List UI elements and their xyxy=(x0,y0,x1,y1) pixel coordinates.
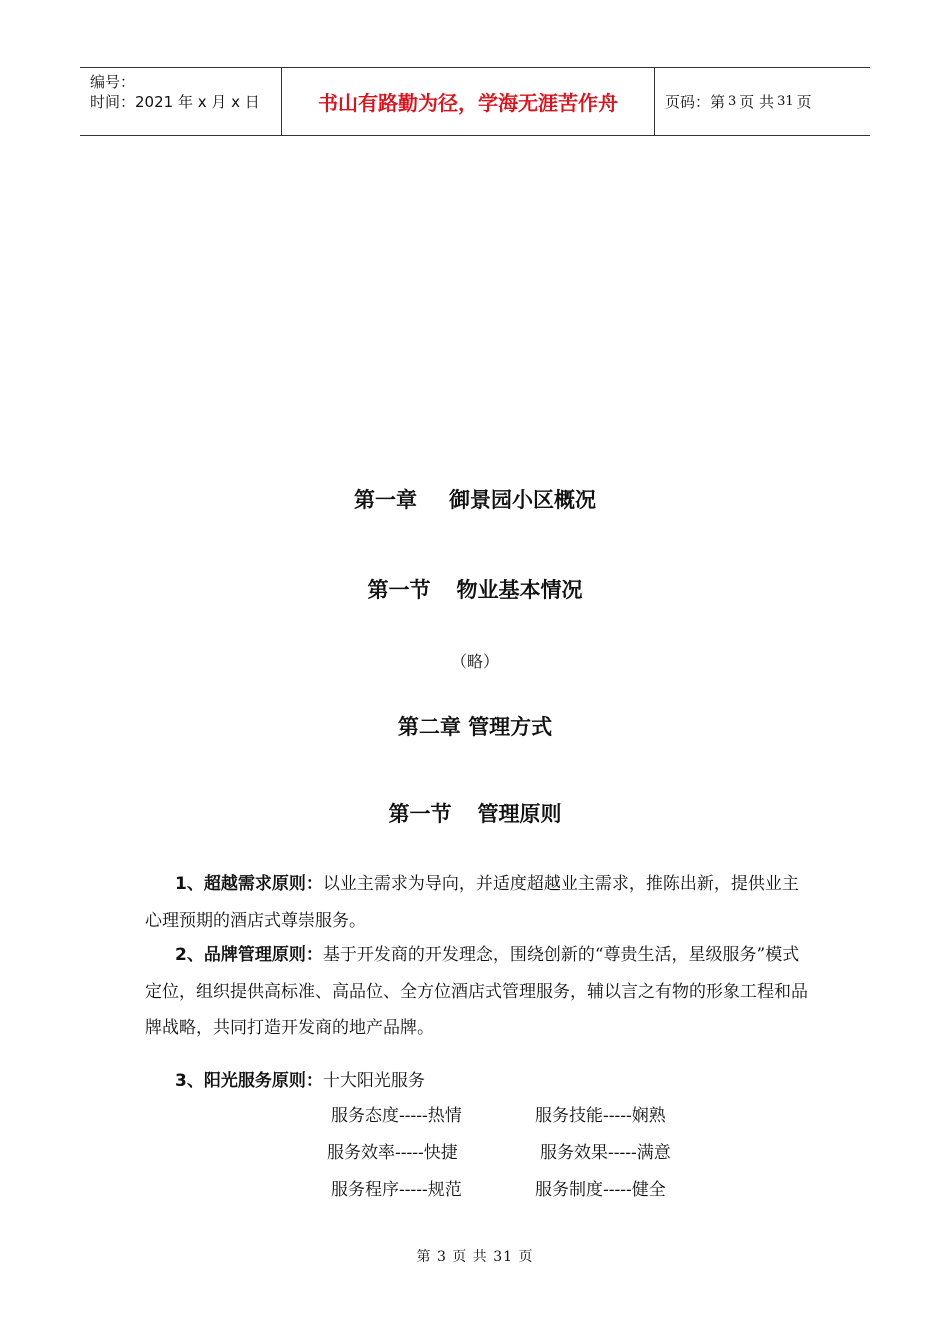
principle-text: 以业主需求为导向，并适度超越业主需求，推陈出新，提供业主心理预期的酒店式尊崇服务。 xyxy=(145,874,799,931)
section-1-title xyxy=(0,574,950,604)
chapter-1-name: 御景园小区概况 xyxy=(449,488,596,512)
principle-lead: 2、品牌管理原则： xyxy=(175,945,323,965)
service-item: 服务技能-----娴熟 xyxy=(535,1106,666,1126)
document-number-label: 编号： xyxy=(90,73,136,91)
section-2-name: 管理原则 xyxy=(477,802,562,826)
service-item: 服务态度-----热情 xyxy=(331,1106,462,1126)
principle-lead: 3、阳光服务原则： xyxy=(175,1071,323,1091)
chapter-2-title: 第二章 管理方式 xyxy=(397,715,553,739)
header-page-counter xyxy=(655,68,870,135)
page-suffix: 页 xyxy=(796,93,812,111)
page-header-table xyxy=(80,67,870,136)
section-2-number: 第一节 xyxy=(388,802,452,826)
page-mid: 页 共 xyxy=(739,93,775,111)
principle-paragraph xyxy=(145,937,810,1047)
section-2-title xyxy=(0,798,950,828)
principle-lead: 1、超越需求原则： xyxy=(175,874,323,894)
service-item: 服务效果-----满意 xyxy=(540,1143,671,1163)
principle-paragraph xyxy=(145,866,810,939)
section-1-number: 第一节 xyxy=(367,578,431,602)
section-1-name: 物业基本情况 xyxy=(456,578,583,602)
header-meta-cell xyxy=(80,68,281,135)
principle-paragraph xyxy=(145,1063,810,1100)
page-current-number: 3 xyxy=(728,94,737,109)
service-item: 服务效率-----快捷 xyxy=(327,1143,458,1163)
document-date-label: 时间：2021 年 x 月 x 日 xyxy=(90,93,260,111)
chapter-1-title xyxy=(0,484,950,514)
service-item: 服务程序-----规范 xyxy=(331,1180,462,1200)
page-total-number: 31 xyxy=(777,94,794,109)
principle-text: 基于开发商的开发理念，围绕创新的“尊贵生活，星级服务”模式定位，组织提供高标准、高品位、全方位酒店式管理服务，辅以言之有物的形象工程和品牌战略，共同打造开发商的地产品牌。 xyxy=(145,945,808,1038)
header-motto: 书山有路勤为径，学海无涯苦作舟 xyxy=(281,68,655,135)
page-prefix: 页码：第 xyxy=(665,93,726,111)
chapter-1-number: 第一章 xyxy=(354,488,417,512)
principle-text: 十大阳光服务 xyxy=(322,1071,425,1091)
service-item: 服务制度-----健全 xyxy=(535,1180,666,1200)
page-footer: 第 3 页 共 31 页 xyxy=(416,1249,534,1265)
omitted-note: （略） xyxy=(450,652,499,671)
